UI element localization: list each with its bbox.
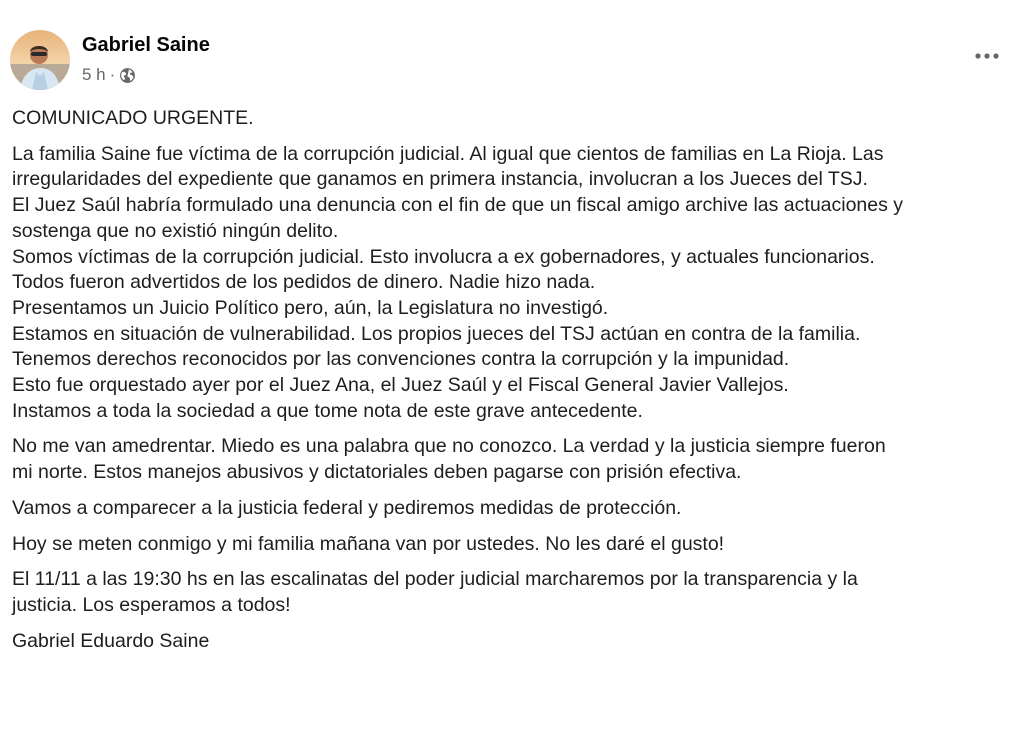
avatar[interactable] — [10, 30, 70, 90]
post-body — [12, 106, 1024, 664]
text-line: Tenemos derechos reconocidos por las convenciones contra la corrupción y la impunidad. — [12, 348, 790, 371]
signature: Gabriel Eduardo Saine — [12, 629, 210, 652]
paragraph-4 — [12, 532, 1024, 558]
separator-dot: · — [109, 65, 116, 84]
paragraph-2 — [12, 434, 1024, 485]
author-name[interactable]: Gabriel Saine — [82, 34, 210, 56]
paragraph-3 — [12, 496, 1024, 522]
text-line: irregularidades del expediente que ganamos en primera instancia, involucran a los Jueces del TSJ. — [12, 168, 868, 191]
text-line: Esto fue orquestado ayer por el Juez Ana, el Juez Saúl y el Fiscal General Javier Vallejos. — [12, 374, 789, 397]
globe-icon[interactable] — [119, 67, 136, 84]
paragraph-5 — [12, 567, 1024, 618]
post-header — [10, 30, 210, 90]
more-options-icon[interactable] — [972, 44, 1002, 68]
text-line: No me van amedrentar. Miedo es una palabra que no conozco. La verdad y la justicia siempre fueron — [12, 435, 886, 458]
text-line: Instamos a toda la sociedad a que tome nota de este grave antecedente. — [12, 399, 643, 422]
text-line: El Juez Saúl habría formulado una denuncia con el fin de que un fiscal amigo archive las actuaciones y — [12, 194, 904, 217]
avatar-photo — [10, 30, 70, 90]
text-line: Presentamos un Juicio Político pero, aún, la Legislatura no investigó. — [12, 296, 609, 319]
text-line: justicia. Los esperamos a todos! — [12, 593, 291, 616]
post-meta — [82, 33, 210, 85]
post-title: COMUNICADO URGENTE. — [12, 107, 254, 129]
text-line: El 11/11 a las 19:30 hs en las escalinatas del poder judicial marcharemos por la transparencia y la — [12, 568, 858, 591]
text-line: Hoy se meten conmigo y mi familia mañana van por ustedes. No les daré el gusto! — [12, 532, 725, 555]
text-line: Somos víctimas de la corrupción judicial. Esto involucra a ex gobernadores, y actuales funcionarios. — [12, 245, 875, 268]
paragraph-1 — [12, 142, 1024, 425]
text-line: sostenga que no existió ningún delito. — [12, 219, 339, 242]
text-line: Vamos a comparecer a la justicia federal y pediremos medidas de protección. — [12, 496, 682, 519]
text-line: mi norte. Estos manejos abusivos y dictatoriales deben pagarse con prisión efectiva. — [12, 461, 742, 484]
text-line: La familia Saine fue víctima de la corrupción judicial. Al igual que cientos de familias en La Rioja. Las — [12, 142, 884, 165]
post-subline — [82, 65, 210, 85]
text-line: Estamos en situación de vulnerabilidad. Los propios jueces del TSJ actúan en contra de la familia. — [12, 322, 861, 345]
text-line: Todos fueron advertidos de los pedidos de dinero. Nadie hizo nada. — [12, 271, 596, 294]
post-timestamp[interactable]: 5 h — [82, 65, 106, 84]
